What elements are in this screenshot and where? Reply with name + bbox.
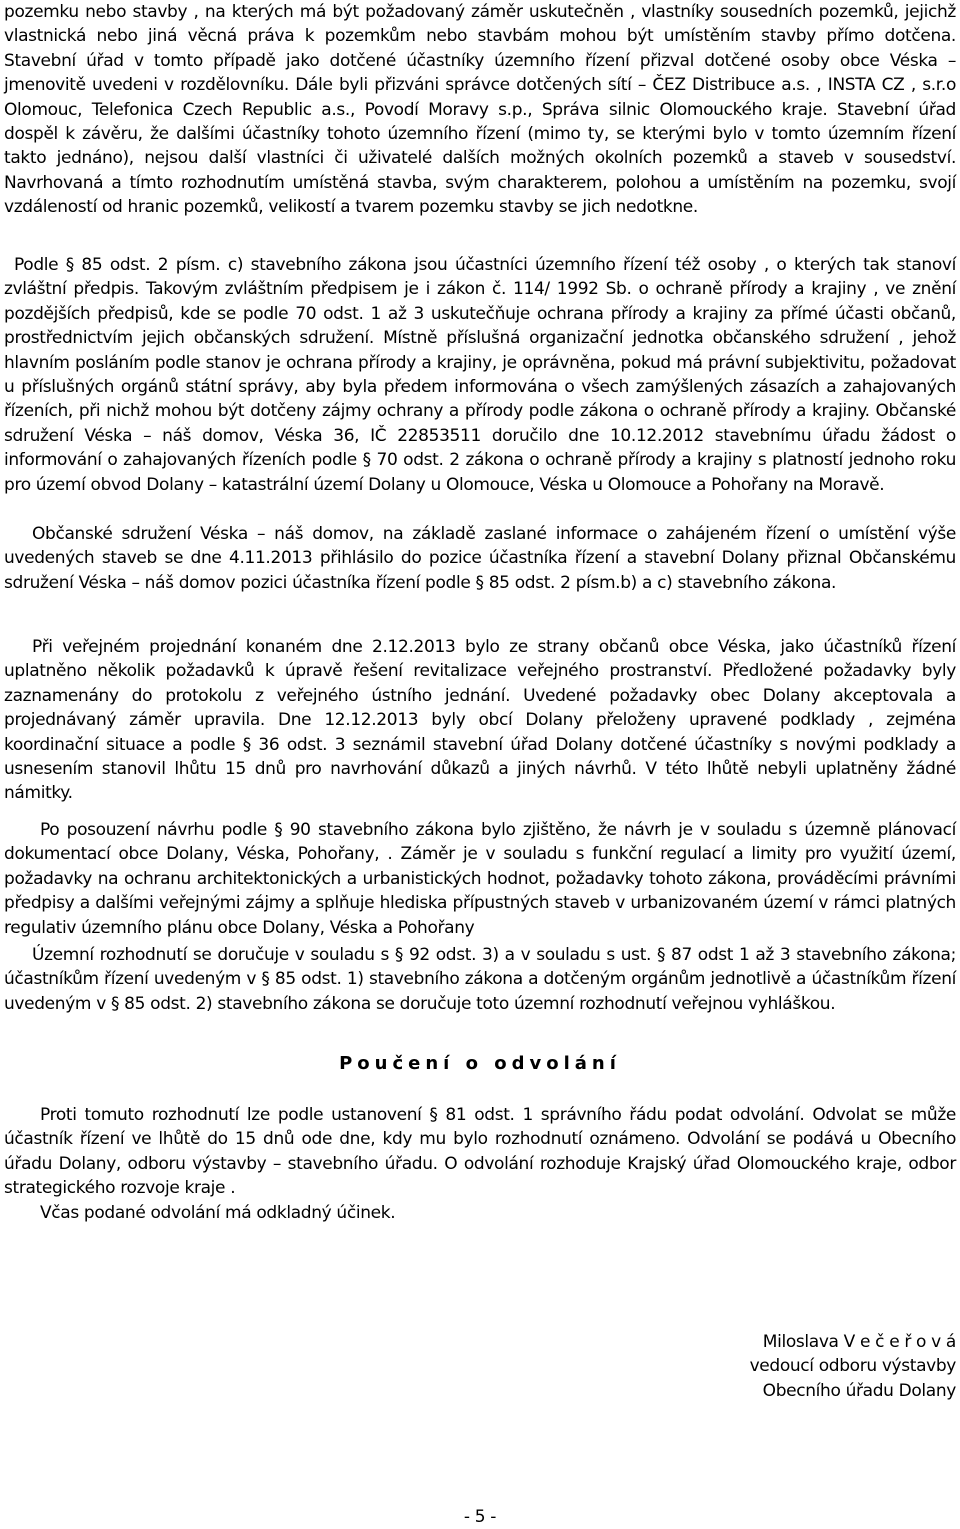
page-number: - 5 - [463, 1507, 497, 1527]
paragraph-civic-association: Občanské sdružení Véska – náš domov, na základě zaslané informace o zahájeném řízení o umístění výše uvedených staveb se dne 4.11.2013 přihlásilo do pozice účastníka řízení a stavební Dolany přiznal Občanskému sdružení Véska – náš domov pozici účastníka řízení podle § 85 odst. 2 písm.b) a c) stavebního zákona. [4, 524, 956, 593]
paragraph-delivery: Územní rozhodnutí se doručuje v souladu s § 92 odst. 3) a v souladu s ust. § 87 odst 1 až 3 stavebního zákona; účastníkům řízení uvedeným v § 85 odst. 1) stavebního zákona a dotčeným orgánům jednotlivě a účastníkům řízení uvedeným v § 85 odst. 2) stavebního zákona se doručuje toto územní rozhodnutí veřejnou vyhláškou. [4, 945, 956, 1014]
appeal-heading: Poučení o odvolání [339, 1053, 621, 1074]
paragraph-participants: pozemku nebo stavby , na kterých má být požadovaný záměr uskutečněn , vlastníky sousedních pozemků, jejichž vlastnická nebo jiná věcná práva k pozemkům nebo stavbám mohou být umístěním stavby přímo dotčena. Stavební úřad v tomto případě jako dotčené účastníky územního řízení přizval dotčené osoby obce Véska – jmenovitě uvedeni v rozdělovníku. Dále byli přizváni správce dotčených sítí – ČEZ Distribuce a.s. , INSTA CZ , s.r.o Olomouc, Telefonica Czech Republic a.s., Povodí Moravy s.p., Správa silnic Olomouckého kraje. Stavební úřad dospěl k závěru, že dalšími účastníky tohoto územního řízení (mimo ty, se kterými bylo v tomto územním řízení takto jednáno), nejsou další vlastníci či uživatelé dalších možných okolních pozemků a staveb v sousedství. Navrhovaná a tímto rozhodnutím umístěná stavba, svým charakterem, polohou a umístěním na pozemku, svojí vzdáleností od hranic pozemků, velikostí a tvarem pozemku stavby se jich nedotkne. [4, 2, 956, 218]
signature-block [750, 1330, 956, 1403]
signature-role: vedoucí odboru výstavby [749, 1356, 956, 1377]
paragraph-public-hearing: Při veřejném projednání konaném dne 2.12.2013 bylo ze strany občanů obce Véska, jako účastníků řízení uplatněno několik požadavků k úpravě řešení revitalizace veřejného prostranství. Předložené požadavky byly zaznamenány do protokolu z veřejného ústního jednání. Uvedené požadavky obec Dolany akceptovala a projednávaný záměr upravila. Dne 12.12.2013 byly obcí Dolany přeloženy upravené podklady , zejména koordinační situace a podle § 36 odst. 3 seznámil stavební úřad Dolany dotčené účastníky s novými podklady a usnesením stanovil lhůtu 15 dnů pro navrhování důkazů a jiných návrhů. V této lhůtě nebyli uplatněny žádné námitky. [4, 637, 956, 804]
paragraph-appeal: Proti tomuto rozhodnutí lze podle ustanovení § 81 odst. 1 správního řádu podat odvolání. Odvolat se může účastník řízení ve lhůtě do 15 dnů ode dne, kdy mu bylo rozhodnutí oznámeno. Odvolání se podává u Obecního úřadu Dolany, odboru výstavby – stavebního úřadu. O odvolání rozhoduje Krajský úřad Olomouckého kraje, odbor strategického rozvoje kraje . Včas podané odvolání má odkladný účinek. [4, 1105, 956, 1223]
paragraph-nature-protection: Podle § 85 odst. 2 písm. c) stavebního zákona jsou účastníci územního řízení též osoby , o kterých tak stanoví zvláštní předpis. Takovým zvláštním předpisem je i zákon č. 114/ 1992 Sb. o ochraně přírody a krajiny , ve znění pozdějších předpisů, kde se podle 70 odst. 1 až 3 uskutečňuje ochrana přírody a krajiny za přímé účasti občanů, prostřednictvím jejich občanských sdružení. Místně příslušná organizační jednotka občanského sdružení , jehož hlavním posláním podle stanov je ochrana přírody a krajiny, je oprávněna, pokud má právní subjektivitu, požadovat u příslušných orgánů státní správy, aby byla předem informována o všech zamýšlených zásazích a zahajovaných řízeních, při nichž mohou být dotčeny zájmy ochrany a přírody podle zákona o ochraně přírody a krajiny. Občanské sdružení Véska – náš domov, Véska 36, IČ 22853511 doručilo dne 10.12.2012 stavebnímu úřadu žádost o informování o zahajovaných řízeních podle § 70 odst. 2 zákona o ochraně přírody a krajiny s platností jednoho roku pro území obvod Dolany – katastrální území Dolany u Olomouce, Véska u Olomouce a Pohořany na Moravě. [4, 255, 956, 495]
paragraph-assessment: Po posouzení návrhu podle § 90 stavebního zákona bylo zjištěno, že návrh je v souladu s územně plánovací dokumentací obce Dolany, Véska, Pohořany, . Záměr je v souladu s funkční regulací a limity pro využití území, požadavky na ochranu architektonických a urbanistických hodnot, požadavky tohoto zákona, prováděcími právními předpisy a dalšími veřejnými zájmy a splňuje hlediska přípustných staveb v urbanizovaném území v rámci platných regulativ územního plánu obce Dolany, Véska a Pohořany [4, 820, 956, 938]
paragraph-appeal-effect: Včas podané odvolání má odkladný účinek. [40, 1202, 396, 1223]
signature-name: Miloslava V e č e ř o v á [762, 1332, 956, 1352]
signature-office: Obecního úřadu Dolany [762, 1380, 956, 1401]
